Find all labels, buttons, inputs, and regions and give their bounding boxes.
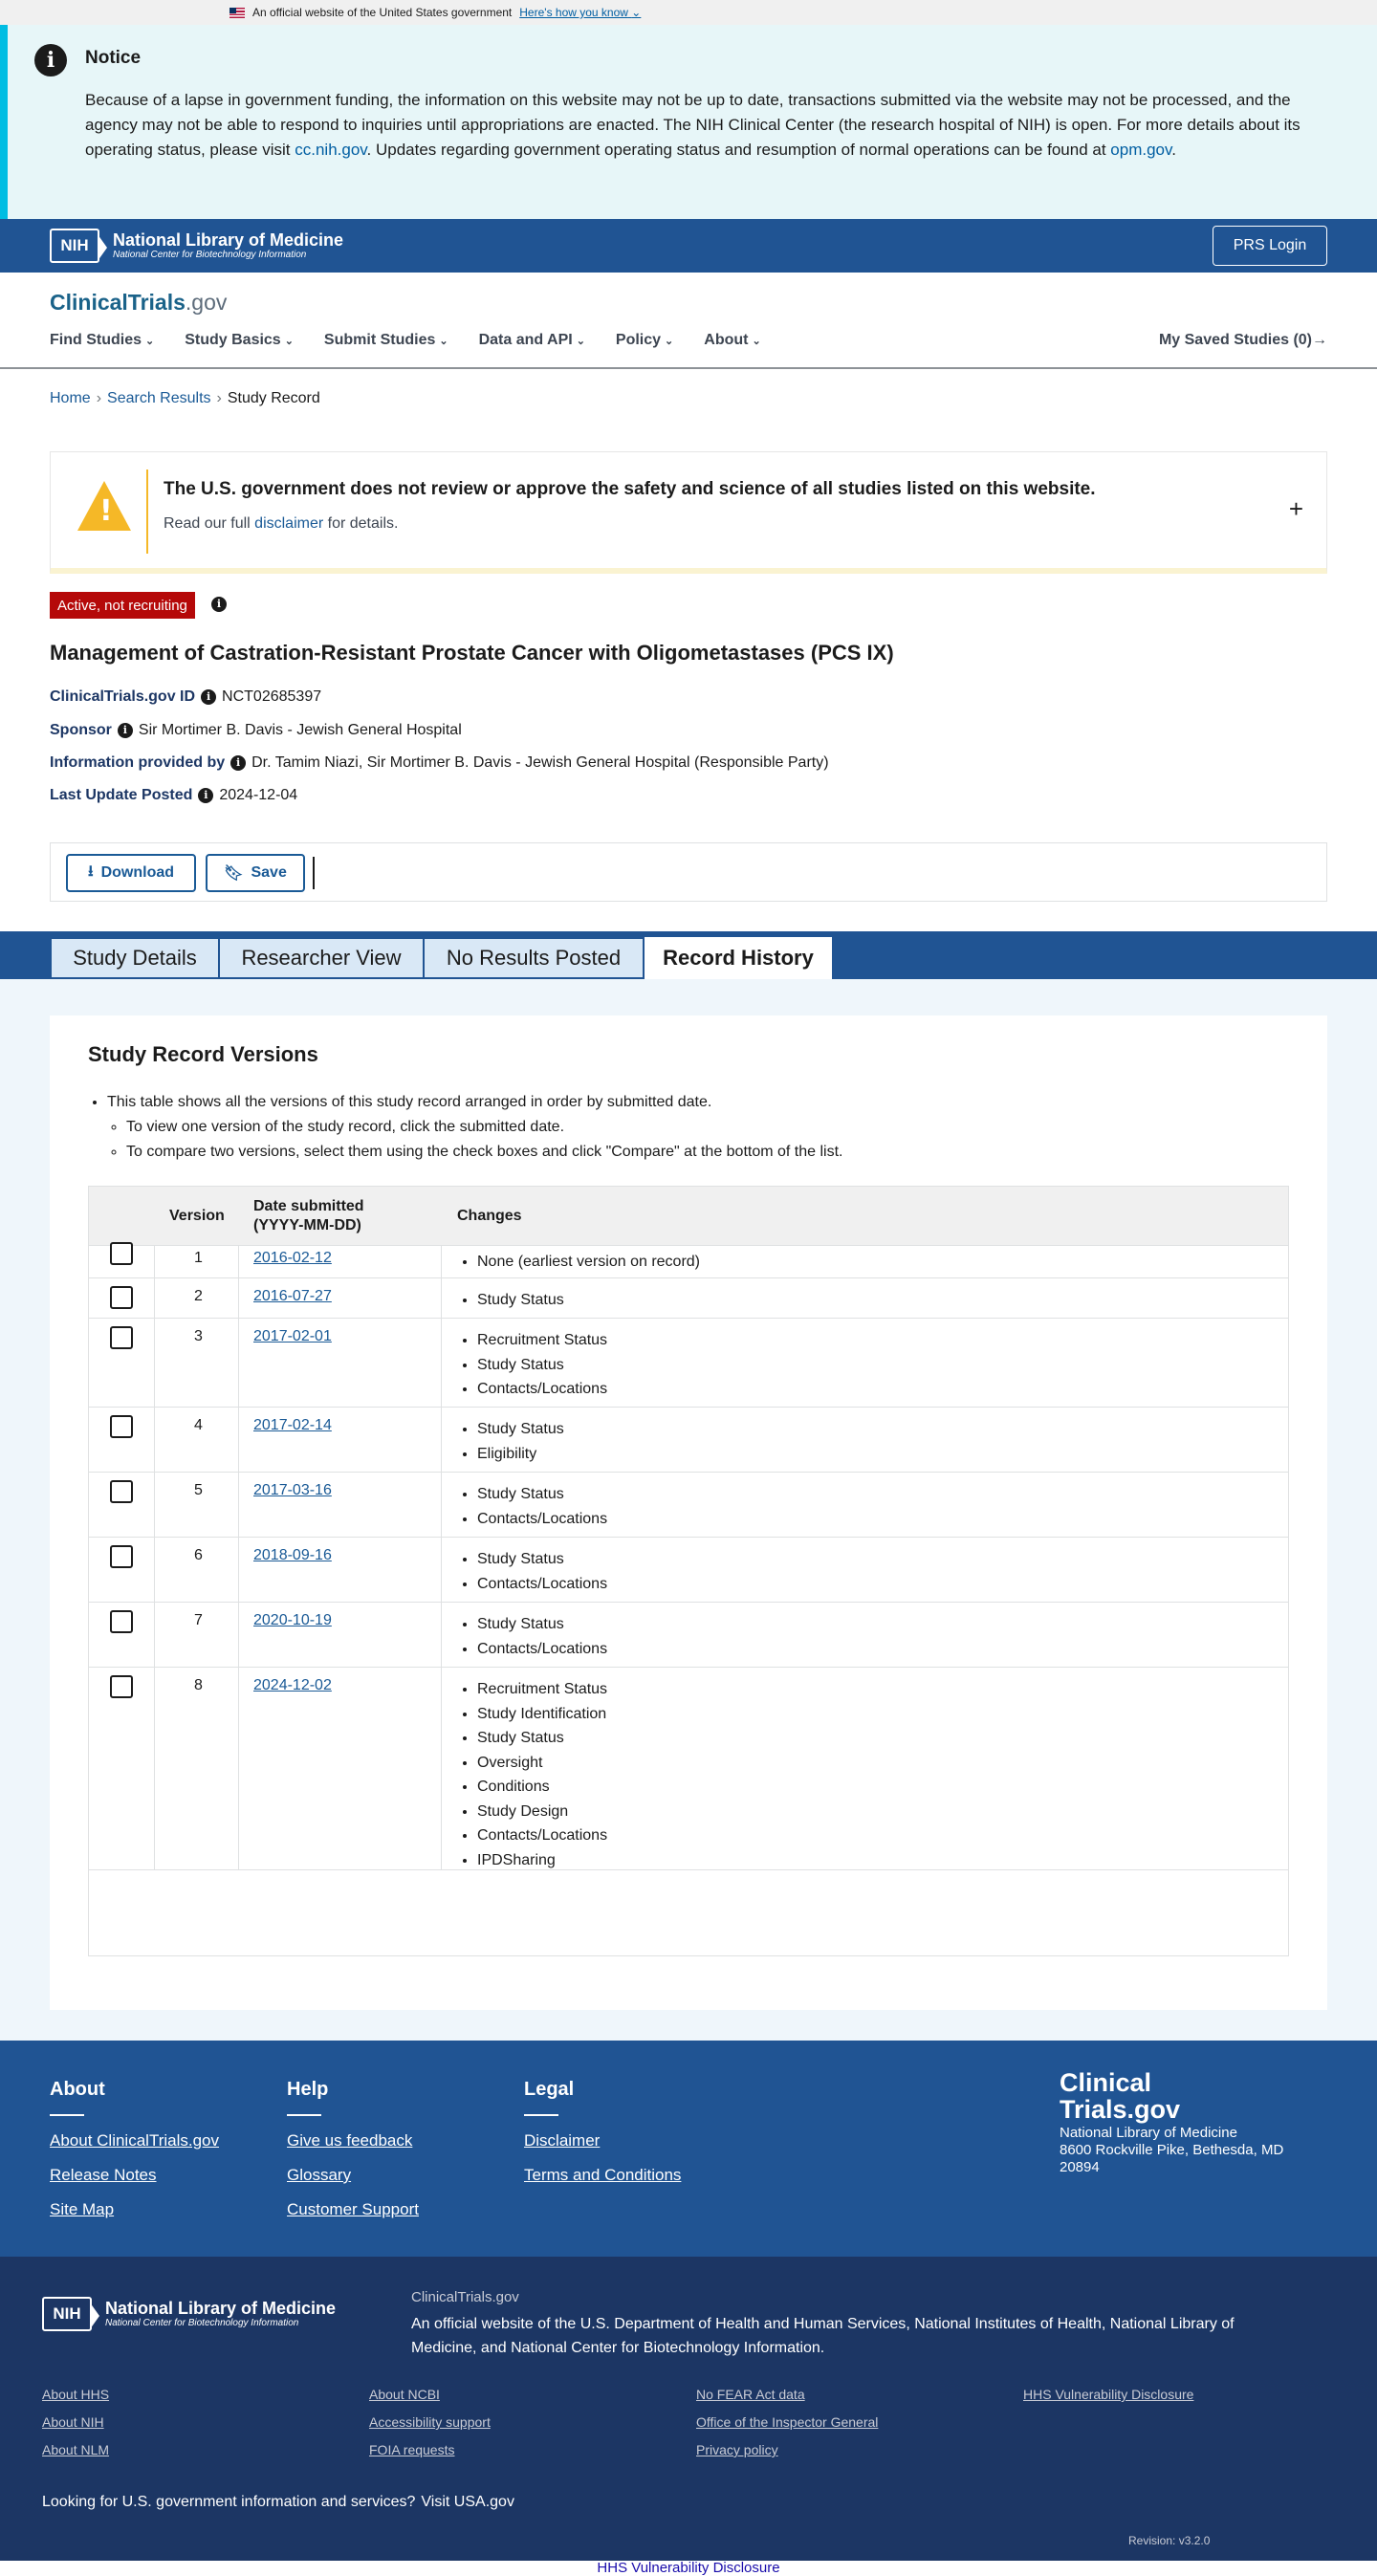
nav-about[interactable]: About ⌄	[704, 332, 761, 348]
change-item: • Recruitment Status	[477, 1328, 607, 1353]
gov-banner	[0, 0, 1377, 25]
info-provided-label: Information provided by	[50, 754, 226, 771]
info-icon[interactable]: i	[118, 723, 133, 738]
version-number: 3	[194, 1328, 203, 1344]
col-date-submitted: Date submitted (YYYY-MM-DD)	[253, 1198, 364, 1233]
version-date-link[interactable]: 2017-02-14	[253, 1417, 332, 1433]
change-item: • Study Identification	[477, 1702, 607, 1727]
info-icon: i	[34, 44, 67, 76]
footer-link[interactable]: Office of the Inspector General	[696, 2414, 879, 2430]
version-number: 1	[194, 1250, 203, 1266]
footer-links-col-1	[42, 2387, 109, 2470]
footer-link[interactable]: About NIH	[42, 2414, 104, 2430]
change-item: • Study Status	[477, 1417, 564, 1442]
sponsor-row	[50, 722, 462, 739]
usa-gov-row: Looking for U.S. government information and services? Visit USA.gov	[42, 2494, 514, 2510]
opm-link[interactable]: opm.gov	[1110, 141, 1172, 159]
breadcrumb	[50, 390, 320, 407]
divider	[313, 857, 315, 889]
chevron-down-icon: ⌄	[576, 336, 585, 347]
footer-link[interactable]: About NCBI	[369, 2387, 440, 2402]
tab-no-results-posted[interactable]: No Results Posted	[423, 937, 645, 979]
version-number: 2	[194, 1288, 203, 1304]
version-date-link[interactable]: 2020-10-19	[253, 1612, 332, 1628]
action-bar	[50, 842, 1327, 902]
study-record-versions-card	[50, 1015, 1327, 2010]
breadcrumb-current: Study Record	[227, 390, 320, 406]
info-icon[interactable]: i	[201, 689, 216, 705]
us-flag-icon	[230, 8, 245, 18]
main-nav	[50, 332, 761, 349]
change-item: • Study Status	[477, 1726, 607, 1751]
footer-link[interactable]: Release Notes	[50, 2166, 157, 2184]
version-date-link[interactable]: 2017-03-16	[253, 1482, 332, 1498]
version-date-link[interactable]: 2017-02-01	[253, 1328, 332, 1344]
footer-about-column	[50, 2079, 219, 2235]
download-icon: ⭳	[87, 862, 94, 880]
footer-legal-column	[524, 2079, 681, 2200]
version-checkbox[interactable]	[110, 1480, 133, 1503]
chevron-down-icon: ⌄	[631, 6, 642, 19]
change-item: • Contacts/Locations	[477, 1823, 607, 1848]
footer-link[interactable]: Privacy policy	[696, 2442, 778, 2457]
sponsor-label: Sponsor	[50, 722, 112, 738]
footer-ct-label: ClinicalTrials.gov	[411, 2289, 519, 2305]
chevron-right-icon: ›	[96, 390, 102, 406]
hhs-vulnerability-bottom	[0, 2561, 1377, 2576]
nlm-logo[interactable]	[50, 229, 343, 263]
disclaimer-box	[50, 451, 1327, 574]
table-header	[89, 1187, 1288, 1246]
change-item: • Oversight	[477, 1751, 607, 1776]
change-item: • Eligibility	[477, 1442, 564, 1467]
breadcrumb-home[interactable]: Home	[50, 390, 91, 406]
table-row	[89, 1319, 1288, 1408]
info-provided-row	[50, 754, 829, 772]
heres-how-you-know-link[interactable]: Here's how you know ⌄	[519, 6, 642, 19]
footer-official-text: An official website of the U.S. Department of Health and Human Services, National Institutes of Health, National Library of Medicine, and National Center for Biotechnology Information.	[411, 2316, 1235, 2356]
intro-item: • This table shows all the versions of this study record arranged in order by submitted date.	[107, 1090, 843, 1115]
footer-legal-title: Legal	[524, 2079, 575, 2100]
footer-link[interactable]: HHS Vulnerability Disclosure	[1023, 2387, 1194, 2402]
chevron-down-icon: ⌄	[752, 336, 761, 347]
study-id-row	[50, 688, 321, 706]
table-row	[89, 1603, 1288, 1668]
gov-banner-text: An official website of the United States government	[252, 6, 513, 19]
status-badge: Active, not recruiting	[50, 592, 195, 619]
version-date-link[interactable]: 2016-07-27	[253, 1288, 332, 1304]
study-title: Management of Castration-Resistant Prostate Cancer with Oligometastases (PCS IX)	[50, 641, 894, 665]
footer-links-col-3	[696, 2387, 878, 2470]
disclaimer-title: The U.S. government does not review or approve the safety and science of all studies listed on this website.	[164, 479, 1096, 499]
version-date-link[interactable]: 2016-02-12	[253, 1250, 332, 1266]
intro-item: ◦ To view one version of the study record, click the submitted date.	[126, 1115, 843, 1140]
versions-title: Study Record Versions	[88, 1042, 318, 1066]
table-row	[89, 1246, 1288, 1278]
site-header	[0, 273, 1377, 369]
footer-about-title: About	[50, 2079, 105, 2100]
nav-study-basics[interactable]: Study Basics ⌄	[185, 332, 294, 348]
version-checkbox[interactable]	[110, 1610, 133, 1633]
footer-link[interactable]: Disclaimer	[524, 2131, 601, 2150]
footer-link[interactable]: About NLM	[42, 2442, 110, 2457]
change-item: • Contacts/Locations	[477, 1377, 607, 1402]
ncbi-link[interactable]: National Center for Biotechnology Information	[511, 2340, 820, 2356]
version-checkbox[interactable]	[110, 1545, 133, 1568]
change-item: • Study Design	[477, 1800, 607, 1824]
version-checkbox[interactable]	[110, 1286, 133, 1309]
chevron-down-icon: ⌄	[284, 336, 294, 347]
change-item: • Study Status	[477, 1612, 607, 1637]
footer-link[interactable]: Glossary	[287, 2166, 352, 2184]
divider	[287, 2114, 321, 2116]
nlm-link[interactable]: National Library of Medicine	[411, 2316, 1235, 2356]
change-item: • None (earliest version on record)	[477, 1250, 700, 1275]
notice-title: Notice	[85, 48, 142, 68]
nlm-header	[0, 219, 1377, 273]
chevron-down-icon: ⌄	[439, 336, 448, 347]
tab-record-history[interactable]: Record History	[645, 937, 832, 979]
tab-researcher-view[interactable]: Researcher View	[218, 937, 425, 979]
footer-help-column	[287, 2079, 419, 2235]
footer-link[interactable]: Give us feedback	[287, 2131, 413, 2150]
nih-logo-icon: NIH	[50, 229, 99, 263]
change-item: • Study Status	[477, 1288, 564, 1313]
versions-intro	[88, 1090, 843, 1165]
sponsor-value: Sir Mortimer B. Davis - Jewish General Hospital	[138, 722, 462, 738]
study-id-label: ClinicalTrials.gov ID	[50, 688, 196, 705]
versions-table	[88, 1186, 1289, 1956]
version-number: 5	[194, 1482, 203, 1498]
version-checkbox[interactable]	[110, 1675, 133, 1698]
bookmark-icon: 🔖︎	[224, 865, 244, 882]
prs-login-button[interactable]: PRS Login	[1213, 226, 1327, 266]
table-row	[89, 1408, 1288, 1473]
notice-body: Because of a lapse in government funding, the information on this website may not be up to date, transactions submitted via the website may not be processed, and the agency may not be able to respond to inquiries until appropriations are enacted. The NIH Clinical Center (the research hospital of NIH) is open. For more details about its operating status, please visit cc.nih.gov. Updates regarding government operating status and resumption of normal operations can be found at opm.gov.	[85, 91, 1300, 159]
hhs-link[interactable]: U.S. Department of Health and Human Services	[579, 2316, 907, 2332]
hhs-vulnerability-link[interactable]: HHS Vulnerability Disclosure	[597, 2560, 780, 2576]
version-date-link[interactable]: 2018-09-16	[253, 1547, 332, 1563]
info-provided-value: Dr. Tamim Niazi, Sir Mortimer B. Davis - Jewish General Hospital (Responsible Party)	[251, 754, 829, 771]
info-icon[interactable]: i	[198, 788, 213, 803]
download-button[interactable]: ⭳ Download	[66, 854, 196, 892]
change-item: • Contacts/Locations	[477, 1637, 607, 1662]
footer-bottom	[0, 2257, 1377, 2561]
version-number: 8	[194, 1677, 203, 1693]
footer-link[interactable]: Terms and Conditions	[524, 2166, 682, 2184]
last-update-row	[50, 787, 297, 804]
footer-link[interactable]: About HHS	[42, 2387, 110, 2402]
col-version: Version	[169, 1208, 225, 1224]
tabs-bar	[0, 931, 1377, 979]
intro-item: ◦ To compare two versions, select them using the check boxes and click "Compare" at the bottom of the list.	[126, 1140, 843, 1165]
nlm-subtitle: National Center for Biotechnology Information	[113, 250, 307, 260]
arrow-right-icon: →	[1312, 332, 1327, 348]
footer-links-col-2	[369, 2387, 491, 2470]
nav-submit-studies[interactable]: Submit Studies ⌄	[323, 332, 448, 348]
change-item: • Conditions	[477, 1775, 607, 1800]
revision-label: Revision: v3.2.0	[1128, 2534, 1211, 2547]
col-changes: Changes	[457, 1208, 522, 1224]
chevron-down-icon: ⌄	[145, 336, 155, 347]
table-row	[89, 1538, 1288, 1603]
change-item: • Study Status	[477, 1547, 607, 1572]
footer-top	[0, 2041, 1377, 2257]
divider	[50, 2114, 84, 2116]
footer-link[interactable]: Site Map	[50, 2200, 115, 2218]
study-id-value: NCT02685397	[222, 688, 322, 705]
version-checkbox[interactable]	[110, 1326, 133, 1349]
version-number: 6	[194, 1547, 203, 1563]
table-row	[89, 1473, 1288, 1538]
last-update-value: 2024-12-04	[219, 787, 298, 803]
nav-find-studies[interactable]: Find Studies ⌄	[50, 332, 155, 348]
footer-help-title: Help	[287, 2079, 329, 2100]
tab-study-details[interactable]: Study Details	[50, 937, 220, 979]
footer-address: National Library of Medicine 8600 Rockville Pike, Bethesda, MD 20894	[1060, 2125, 1284, 2175]
version-checkbox[interactable]	[110, 1242, 133, 1265]
table-row	[89, 1668, 1288, 1870]
nih-logo-icon: NIH	[42, 2297, 92, 2331]
version-checkbox[interactable]	[110, 1415, 133, 1438]
change-item: • Study Status	[477, 1482, 607, 1507]
footer-link[interactable]: About ClinicalTrials.gov	[50, 2131, 219, 2150]
chevron-down-icon: ⌄	[665, 336, 674, 347]
footer-link[interactable]: No FEAR Act data	[696, 2387, 805, 2402]
disclaimer-link[interactable]: disclaimer	[254, 515, 324, 532]
table-row	[89, 1278, 1288, 1319]
change-item: • IPDSharing	[477, 1848, 607, 1873]
change-item: • Contacts/Locations	[477, 1507, 607, 1532]
footer-links-col-4	[1023, 2387, 1193, 2414]
breadcrumb-search-results[interactable]: Search Results	[107, 390, 211, 406]
nav-data-api[interactable]: Data and API ⌄	[478, 332, 585, 348]
footer-link[interactable]: Accessibility support	[369, 2414, 491, 2430]
info-icon[interactable]: i	[211, 597, 227, 612]
divider	[524, 2114, 558, 2116]
warning-icon: !	[77, 481, 131, 531]
version-number: 7	[194, 1612, 203, 1628]
notice-banner	[0, 25, 1377, 219]
footer-link[interactable]: FOIA requests	[369, 2442, 455, 2457]
expand-plus-icon[interactable]: +	[1288, 494, 1303, 523]
clinicaltrials-logo[interactable]: ClinicalTrials.gov	[50, 290, 228, 315]
footer-ct-logo[interactable]: Clinical Trials.gov	[1060, 2068, 1181, 2124]
chevron-right-icon: ›	[216, 390, 222, 406]
save-button[interactable]: 🔖︎ Save	[206, 854, 305, 892]
divider	[146, 469, 148, 554]
change-item: • Contacts/Locations	[477, 1572, 607, 1597]
version-number: 4	[194, 1417, 203, 1433]
visit-usa-gov-link[interactable]: Visit USA.gov	[421, 2494, 514, 2510]
my-saved-studies-link[interactable]: My Saved Studies (0)→	[1158, 332, 1327, 348]
change-item: • Recruitment Status	[477, 1677, 607, 1702]
change-item: • Study Status	[477, 1353, 607, 1378]
disclaimer-text: Read our full disclaimer for details.	[164, 515, 399, 532]
nlm-name: National Library of Medicine	[113, 230, 344, 250]
version-date-link[interactable]: 2024-12-02	[253, 1677, 332, 1693]
footer-nlm-logo[interactable]: NIH National Library of Medicine National Center for Biotechnology Information	[42, 2297, 336, 2331]
info-icon[interactable]: i	[230, 755, 246, 771]
footer-link[interactable]: Customer Support	[287, 2200, 419, 2218]
last-update-label: Last Update Posted	[50, 787, 193, 803]
nav-policy[interactable]: Policy ⌄	[615, 332, 674, 348]
nih-link[interactable]: National Institutes of Health	[914, 2316, 1102, 2332]
cc-nih-link[interactable]: cc.nih.gov	[295, 141, 367, 159]
